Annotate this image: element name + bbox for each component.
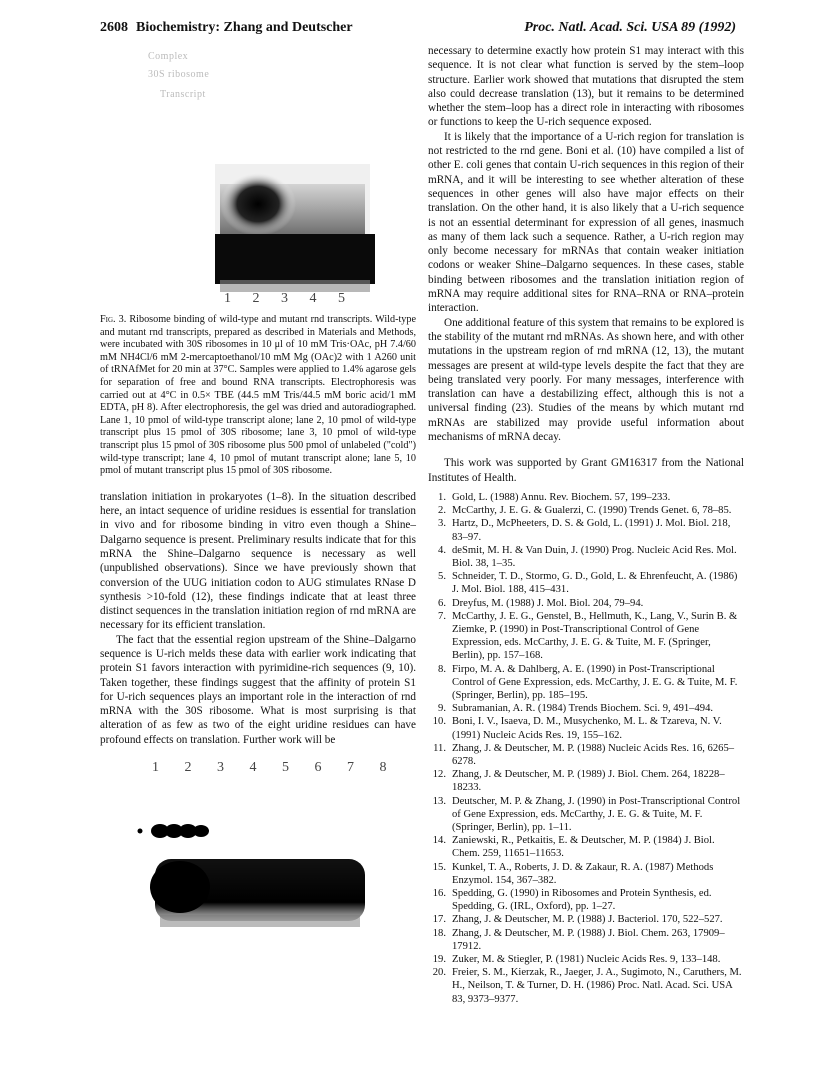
reference-number: 3. [438,518,446,530]
reference-text: McCarthy, J. E. G. & Gualerzi, C. (1990) Trends Genet. 6, 78–85. [452,505,732,517]
reference-text: Dreyfus, M. (1988) J. Mol. Biol. 204, 79–94. [452,597,644,609]
reference-number: 20. [432,967,446,979]
reference-number: 16. [432,888,446,899]
reference-text: Zuker, M. & Stiegler, P. (1981) Nucleic Acids Res. 9, 133–148. [452,954,721,966]
gel-label-transcript: Transcript [160,89,206,100]
reference-number: 12. [432,769,446,781]
reference-number: 15. [432,861,446,873]
reference-number: 18. [432,927,446,939]
reference-item [428,597,744,610]
reference-item [428,715,744,741]
reference-number: 2. [438,505,446,517]
reference-item [428,966,744,1006]
reference-item [428,504,744,517]
reference-item [428,610,744,663]
reference-number: 4. [438,544,446,556]
reference-text: Zhang, J. & Deutscher, M. P. (1988) J. Biol. Chem. 263, 17909–17912. [452,927,725,952]
reference-item [428,913,744,926]
reference-number: 14. [432,835,446,847]
paragraph-left-2: The fact that the essential region upstream of the Shine–Dalgarno sequence is U-rich melds these data with earlier work indicating that protein S1 favors interaction with pyrimidine-rich sequences (9, 10). Taken together, these findings suggest that the affinity of protein S1 for U-rich sequences plays an important role in the interaction of rnd mRNA with the 30S ribosome. What is most surprising is that alteration of as few as two of the eight uridine residues can have profound effects on translation. Further work will be [100,633,416,746]
reference-item [428,517,744,543]
figure-4-lane-numbers: 1 2 3 4 5 6 7 8 [152,760,398,776]
reference-item [428,742,744,768]
figure-3-gel-image [100,44,416,314]
figure-4-gel-image [100,747,416,1073]
left-column [100,44,416,1033]
paragraph-left-1: translation initiation in prokaryotes (1–8). In the situation described here, an intact sequence of uridine residues is essential for translation in vivo and for ribosome binding in vitro even though a Shine–Dalgarno sequence is present. Preliminary results indicate that for this mRNA the Shine–Dalgarno sequence is necessary as well (unpublished observations). Since we have previously shown that conversion of the UUG initiation codon to AUG stimulates RNase D synthesis >10-fold (12), these findings indicate that at least three distinct sequences in the translation initiation region of rnd mRNA are necessary for its efficient translation. [100,490,416,632]
reference-list [428,491,744,1006]
reference-text: Boni, I. V., Isaeva, D. M., Musychenko, M. L. & Tzareva, N. V. (1991) Nucleic Acids Res. 19, 155–162. [452,716,722,741]
reference-number: 6. [438,597,446,609]
reference-item [428,663,744,703]
running-header [100,20,736,40]
acknowledgment: This work was supported by Grant GM16317 from the National Institutes of Health. [428,457,744,484]
reference-item [428,795,744,835]
reference-item [428,953,744,966]
reference-number: 7. [438,610,446,622]
gel-label-complex: Complex [148,51,189,62]
reference-number: 11. [433,742,446,754]
reference-text: Freier, S. M., Kierzak, R., Jaeger, J. A., Sugimoto, N., Caruthers, M. H., Neilson, T. & Turner, D. H. (1986) Proc. Natl. Acad. Sci. USA 83, 9373–9377. [452,967,742,1005]
reference-item [428,887,744,913]
reference-item [428,927,744,953]
reference-item [428,834,744,860]
paragraph-right-3: One additional feature of this system that remains to be explored is the stability of the mutant rnd mRNAs. As shown here, and with other mutations in the upstream region of rnd mRNA (12, 13), the mutant messages are present at wild-type levels despite the fact that they are being translated very poorly. For many messages, interference with translation can have a destabilizing effect, although this is not a universal finding (23). Studies of the means by which mutant rnd mRNAs are stabilized may provide useful information about mechanisms of mRNA decay. [428,316,744,444]
reference-text: Zhang, J. & Deutscher, M. P. (1989) J. Biol. Chem. 264, 18228–18233. [452,769,725,794]
reference-number: 9. [438,703,446,715]
reference-text: Gold, L. (1988) Annu. Rev. Biochem. 57, 199–233. [452,491,671,503]
journal-citation: Proc. Natl. Acad. Sci. USA 89 (1992) [524,20,736,35]
reference-number: 13. [432,795,446,807]
reference-number: 19. [432,954,446,966]
reference-number: 1. [438,491,446,503]
reference-number: 8. [438,663,446,675]
gel-3-bands [100,44,416,314]
gel-4-bands [100,747,416,1073]
figure-3-caption [100,314,416,478]
reference-item [428,702,744,715]
gel-label-30s: 30S ribosome [148,69,210,80]
right-column [428,44,744,1006]
reference-text: Zhang, J. & Deutscher, M. P. (1988) J. Bacteriol. 170, 522–527. [452,914,723,926]
reference-text: Schneider, T. D., Stormo, G. D., Gold, L. & Ehrenfeucht, A. (1986) J. Mol. Biol. 188, 415–431. [452,571,738,596]
reference-text: Hartz, D., McPheeters, D. S. & Gold, L. (1991) J. Mol. Biol. 218, 83–97. [452,518,731,543]
reference-text: Zaniewski, R., Petkaitis, E. & Deutscher, M. P. (1984) J. Biol. Chem. 259, 11651–11653. [452,835,715,860]
reference-text: Deutscher, M. P. & Zhang, J. (1990) in Post-Transcriptional Control of Gene Expression, eds. McCarthy, J. E. G. & Tuite, M. F. (Springer, Berlin), pp. 1–11. [452,795,741,833]
reference-item [428,544,744,570]
figure-3-lane-numbers: 1 2 3 4 5 [224,291,354,306]
reference-item [428,861,744,887]
reference-text: Spedding, G. (1990) in Ribosomes and Protein Synthesis, ed. Spedding, G. (IRL, Oxford), pp. 1–27. [452,888,712,913]
reference-number: 5. [438,571,446,583]
paragraph-right-2: It is likely that the importance of a U-rich region for translation is not restricted to the rnd gene. Boni et al. (10) have compiled a list of other E. coli genes that contain U-rich sequences in this region of their mRNA, and it will be interesting to see whether alteration of these sequences in other genes will also have major effects on their translation. On the other hand, it is also likely that a U-rich sequence is not an essential determinant for expression of all genes, inasmuch as many of them lack such a sequence. Rather, a U-rich region may only become necessary for mRNAs that contain weaker initiation codons or weaker Shine–Dalgarno sequences. In these cases, stable binding between ribosomes and the translation initiation region of mRNA may require additional sites for RNA–RNA or RNA–protein interaction. [428,130,744,315]
reference-text: Kunkel, T. A., Roberts, J. D. & Zakaur, R. A. (1987) Methods Enzymol. 154, 367–382. [452,861,714,886]
paragraph-right-1: necessary to determine exactly how protein S1 may interact with this sequence. It is not clear what function is served by the stem–loop structure. Earlier work showed that mutations that disrupted the stem also could decrease translation (13), but it remains to be determined whether the stem–loop has a direct role in interacting with ribosomes or functions to keep the U-rich sequence exposed. [428,45,744,129]
figure-3-caption-text: Ribosome binding of wild-type and mutant rnd transcripts. Wild-type and mutant rnd transcripts, prepared as described in Materials and Methods, were incubated with 30S ribosomes in 10 μl of 10 mM Tris·OAc, pH 7.4/60 mM NH4Cl/6 mM 2-mercaptoethanol/10 mM Mg (OAc)2 with 1 A260 unit of tRNAfMet for 20 min at 37°C. Samples were applied to 1.4% agarose gels for separation of free and bound RNA transcripts. Electrophoresis was carried out at 4°C in 0.5× TBE (44.5 mM Tris/44.5 mM boric acid/1 mM EDTA, pH 8). After electrophoresis, the gel was dried and autoradiographed. Lane 1, 10 pmol of wild-type transcript alone; lane 2, 10 pmol of wild-type transcript plus 15 pmol of 30S ribosome; lane 3, 10 pmol of wild-type transcript plus 15 pmol of 30S ribosome plus 500 pmol of unlabeled ("cold") wild-type transcript; lane 4, 10 pmol of mutant transcript alone; lane 5, 10 pmol of mutant transcript plus 15 pmol of 30S ribosome. [100,314,416,477]
reference-item [428,491,744,504]
reference-number: 17. [432,914,446,926]
reference-text: Zhang, J. & Deutscher, M. P. (1988) Nucleic Acids Res. 16, 6265–6278. [452,742,735,767]
page-number: 2608 [100,20,128,35]
figure-3-label: Fig. 3. [100,314,127,325]
running-title: Biochemistry: Zhang and Deutscher [136,20,353,35]
reference-item [428,768,744,794]
reference-number: 10. [432,716,446,728]
reference-text: McCarthy, J. E. G., Genstel, B., Hellmuth, K., Lang, V., Surin B. & Ziemke, P. (1990) in Post-Transcriptional Control of Gene Expression, eds. McCarthy, J. E. G. & Tuite, M. F. (Springer, Berlin), pp. 157–168. [452,610,738,662]
reference-item [428,570,744,596]
reference-text: Firpo, M. A. & Dahlberg, A. E. (1990) in Post-Transcriptional Control of Gene Expression, eds. McCarthy, J. E. G. & Tuite, M. F. (Springer, Berlin), pp. 185–195. [452,663,738,701]
reference-text: Subramanian, A. R. (1984) Trends Biochem. Sci. 9, 491–494. [452,703,714,715]
reference-text: deSmit, M. H. & Van Duin, J. (1990) Prog. Nucleic Acid Res. Mol. Biol. 38, 1–35. [452,544,737,569]
